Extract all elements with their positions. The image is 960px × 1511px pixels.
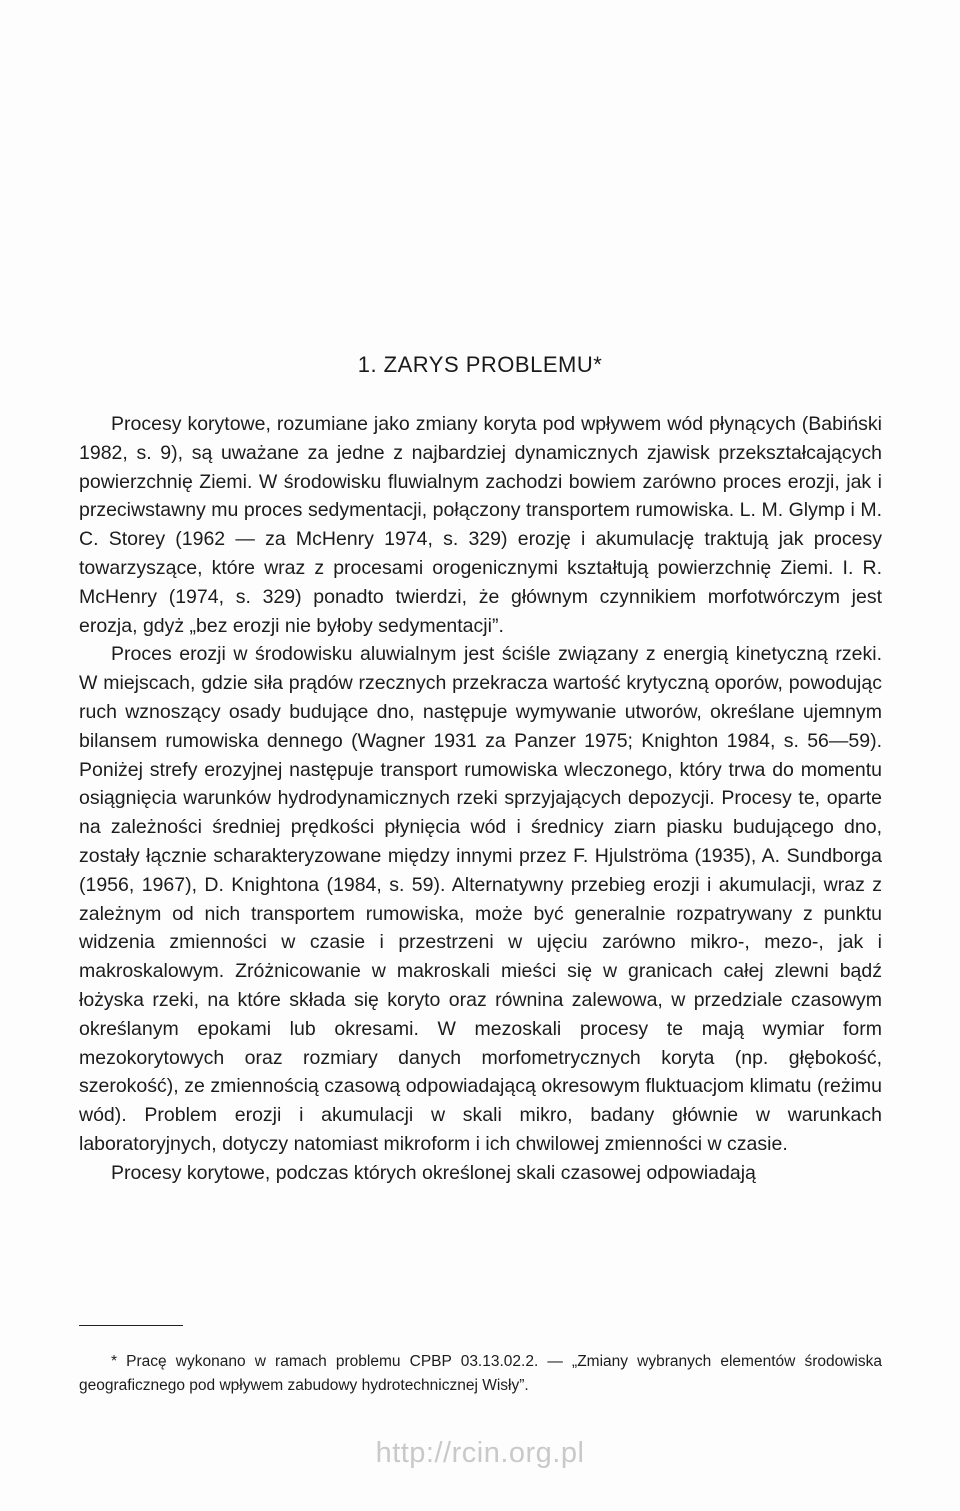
paragraph-3: Procesy korytowe, podczas których określonej skali czasowej odpowiadają [111,1161,756,1184]
footnote-text: * Pracę wykonano w ramach problemu CPBP 03.13.02.2. — „Zmiany wybranych elementów środowiska geograficznego pod wpływem zabudowy hydrotechnicznej Wisły”. [79,1353,882,1394]
footnote-divider [79,1325,183,1326]
paragraph-1: Procesy korytowe, rozumiane jako zmiany koryta pod wpływem wód płynących (Babiński 1982, s. 9), są uważane za jedne z najbardziej dynamicznych zjawisk przekształcających powierzchnię Ziemi. W środowisku fluwialnym zachodzi bowiem zarówno proces erozji, jak i przeciwstawny mu proces sedymentacji, połączony transportem rumowiska. L. M. Glymp i M. C. Storey (1962 — za McHenry 1974, s. 329) erozję i akumulację traktują jak procesy towarzyszące, które wraz z procesami orogenicznymi kształtują powierzchnię Ziemi. I. R. McHenry (1974, s. 329) ponadto twierdzi, że głównym czynnikiem morfotwórczym jest erozja, gdyż „bez erozji nie byłoby sedymentacji”. [79,413,882,637]
footnote [79,1350,882,1398]
source-watermark: http://rcin.org.pl [375,1437,585,1469]
chapter-heading: 1. ZARYS PROBLEMU* [357,352,603,377]
paragraph-2: Proces erozji w środowisku aluwialnym jest ściśle związany z energią kinetyczną rzeki. W miejscach, gdzie siła prądów rzecznych przekracza wartość krytyczną oporów, powodując ruch wznoszący osady budujące dno, następuje wymywanie utworów, określane ujemnym bilansem rumowiska dennego (Wagner 1931 za Panzer 1975; Knighton 1984, s. 56—59). Poniżej strefy erozyjnej następuje transport rumowiska wleczonego, który trwa do momentu osiągnięcia warunków hydrodynamicznych rzeki sprzyjających depozycji. Procesy te, oparte na zależności średniej prędkości płynięcia wód i średnicy ziarn piasku budującego dno, zostały łącznie scharakteryzowane między innymi przez F. Hjulströma (1935), A. Sundborga (1956, 1967), D. Knightona (1984, s. 59). Alternatywny przebieg erozji i akumulacji, wraz z zależnym od nich transportem rumowiska, może być generalnie rozpatrywany z punktu widzenia zmienności w czasie i przestrzeni w ujęciu zarówno mikro-, mezo-, jak i makroskalowym. Zróżnicowanie w makroskali mieści się w granicach całej zlewni bądź łożyska rzeki, na które składa się koryto oraz równina zalewowa, w przedziale czasowym określanym epokami lub okresami. W mezoskali procesy te mają wymiar form mezokorytowych oraz rozmiary danych morfometrycznych koryta (np. głębokość, szerokość), ze zmiennością czasową odpowiadającą okresowym fluktuacjom klimatu (reżimu wód). Problem erozji i akumulacji w skali mikro, badany głównie w warunkach laboratoryjnych, dotyczy natomiast mikroform i ich chwilowej zmienności w czasie. [79,643,882,1155]
body-text [79,410,882,1188]
